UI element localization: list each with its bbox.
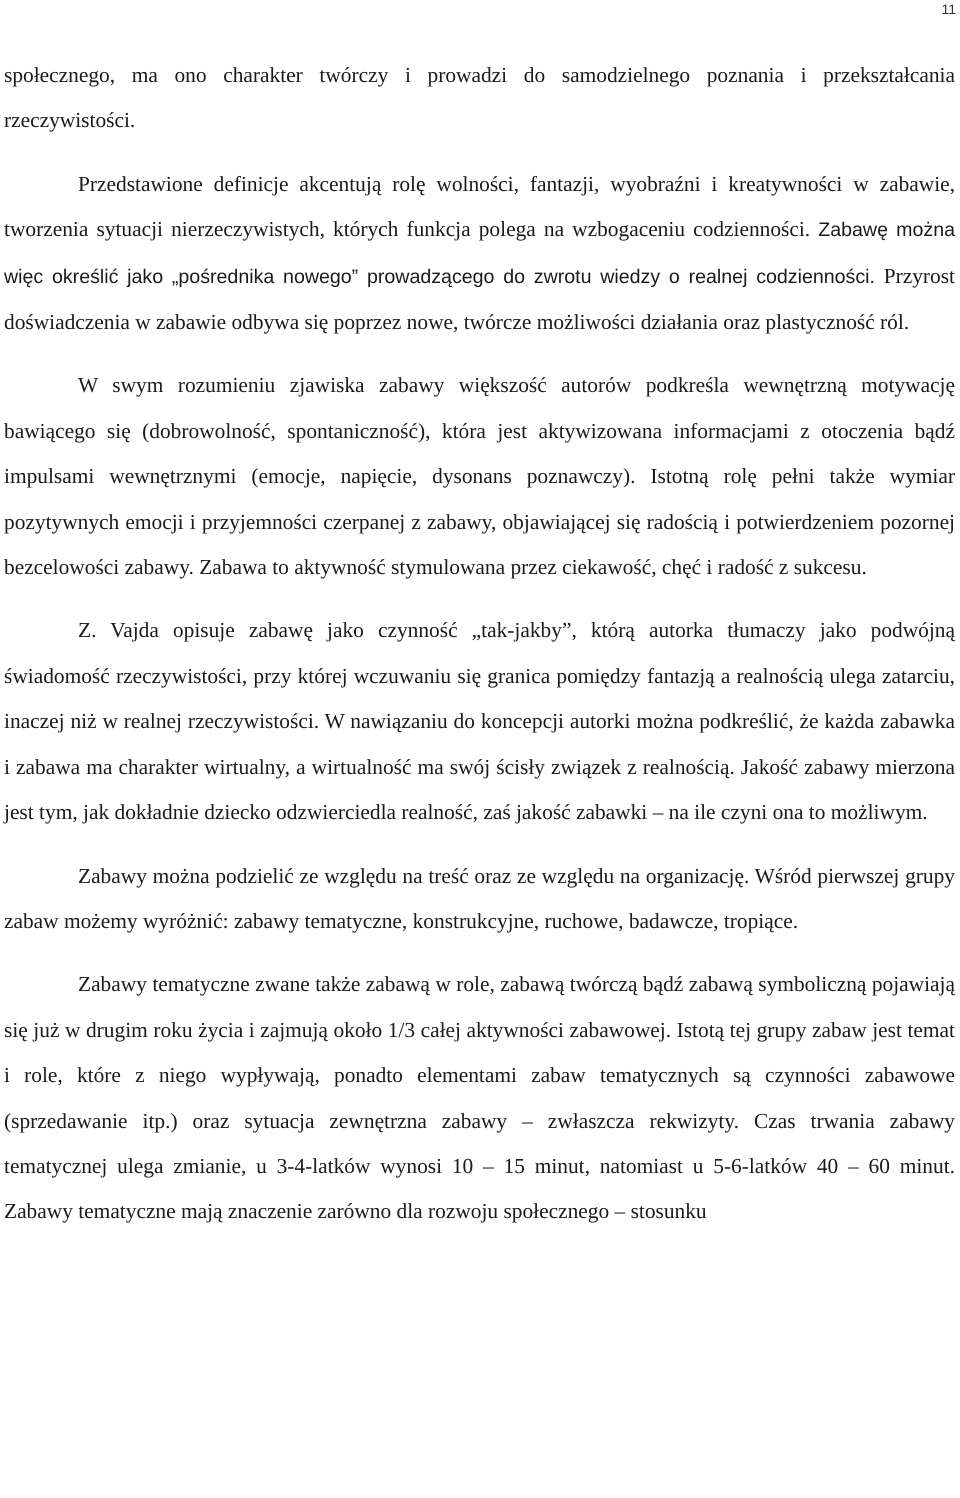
paragraph-motivation <box>4 363 955 590</box>
page-number: 11 <box>941 1 956 17</box>
text-segment: Przedstawione definicje akcentują rolę wolności, fantazji, wyobraźni i kreatywności w zabawie, tworzenia sytuacji nierzeczywistych, których funkcja polega na wzbogaceniu codzienności. <box>4 171 955 242</box>
text-segment: Zabawy tematyczne zwane także zabawą w role, zabawą twórczą bądź zabawą symboliczną pojawiają się już w drugim roku życia i zajmują około 1/3 całej aktywności zabawowej. Istotą tej grupy zabaw jest temat i role, które z niego wypływają, ponadto elementami zabaw tematycznych są czynności zabawowe (sprzedawanie itp.) oraz sytuacja zewnętrzna zabawy – zwłaszcza rekwizyty. Czas trwania zabawy tematycznej ulega zmianie, u 3-4-latków wynosi 10 – 15 minut, natomiast u 5-6-latków 40 – 60 minut. Zabawy tematyczne mają znaczenie zarówno dla rozwoju społecznego – stosunku <box>4 972 955 1224</box>
text-segment: Zabawy można podzielić ze względu na treść oraz ze względu na organizację. Wśród pierwszej grupy zabaw możemy wyróżnić: zabawy tematyczne, konstrukcyjne, ruchowe, badawcze, tropiące. <box>4 863 955 933</box>
text-segment: Przyrost doświadczenia w zabawie odbywa się poprzez nowe, twórcze możliwości działania oraz plastyczność ról. <box>4 263 955 335</box>
body-text <box>4 53 955 1235</box>
paragraph-definitions <box>4 162 955 346</box>
text-segment: Z. Vajda opisuje zabawę jako czynność „tak-jakby”, którą autorka tłumaczy jako podwójną świadomość rzeczywistości, przy której wczuwaniu się granica pomiędzy fantazją a realnością ulega zatarciu, inaczej niż w realnej rzeczywistości. W nawiązaniu do koncepcji autorki można podkreślić, że każda zabawka i zabawa ma charakter wirtualny, a wirtualność ma swój ścisły związek z realnością. Jakość zabawy mierzona jest tym, jak dokładnie dziecko odzwierciedla realność, zaś jakość zabawki – na ile czyni ona to możliwym. <box>4 618 955 825</box>
text-segment-sans: Zabawę można więc określić jako „pośrednika nowego” prowadzącego do zwrotu wiedzy o realnej codzienności. <box>4 219 955 288</box>
paragraph-thematic-games <box>4 962 955 1234</box>
paragraph-continuation <box>4 53 955 144</box>
paragraph-classification <box>4 854 955 945</box>
text-segment: społecznego, ma ono charakter twórczy i prowadzi do samodzielnego poznania i przekształcania rzeczywistości. <box>4 63 955 133</box>
text-segment: W swym rozumieniu zjawiska zabawy większość autorów podkreśla wewnętrzną motywację bawiącego się (dobrowolność, spontaniczność), która jest aktywizowana informacjami z otoczenia bądź impulsami wewnętrznymi (emocje, napięcie, dysonans poznawczy). Istotną rolę pełni także wymiar pozytywnych emocji i przyjemności czerpanej z zabawy, objawiającej się radością i potwierdzeniem pozornej bezcelowości zabawy. Zabawa to aktywność stymulowana przez ciekawość, chęć i radość z sukcesu. <box>4 373 955 580</box>
paragraph-vajda <box>4 608 955 835</box>
